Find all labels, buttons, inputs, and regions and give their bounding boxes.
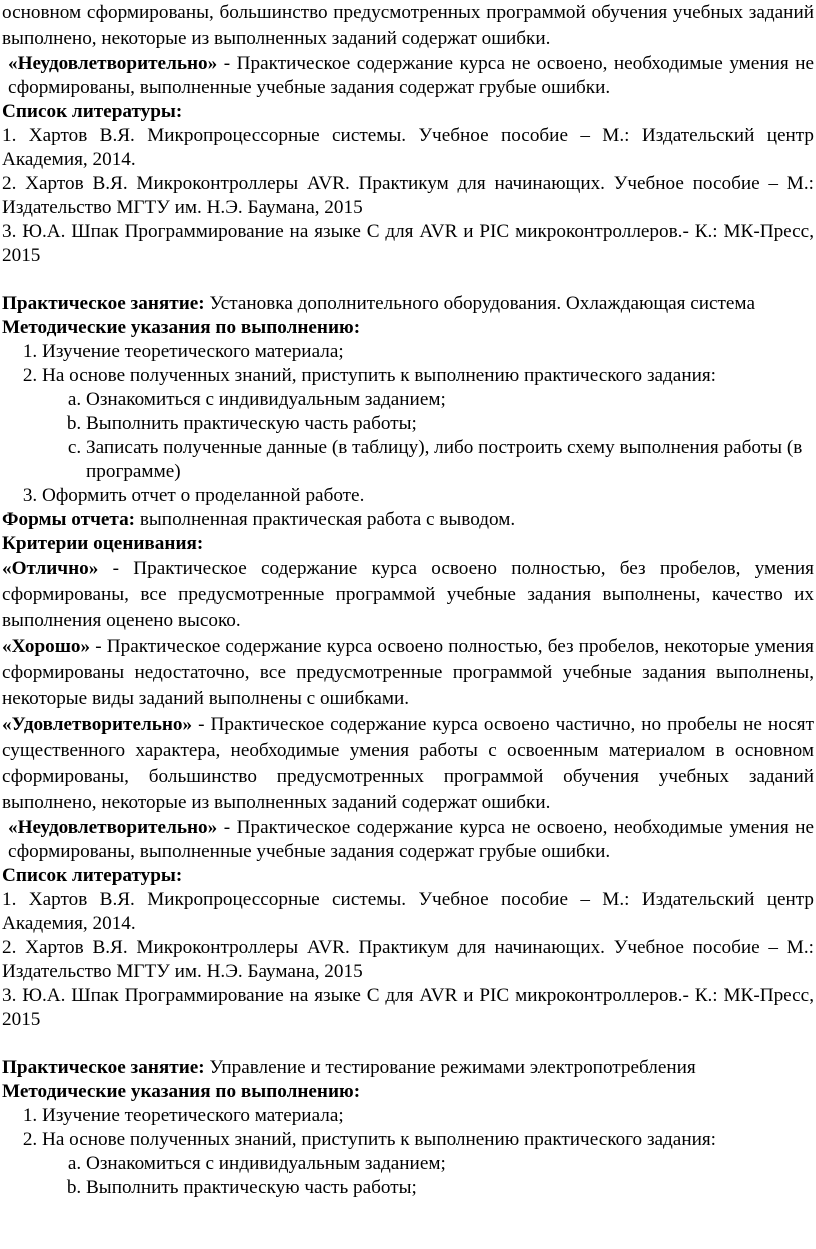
list-item: b. Выполнить практическую часть работы; <box>86 1176 814 1200</box>
list-item: c. Записать полученные данные (в таблицу), либо построить схему выполнения работы (в программе) <box>86 436 814 484</box>
criterion-good <box>2 634 814 712</box>
lesson-label: Практическое занятие: <box>2 293 205 314</box>
method-heading: Методические указания по выполнению: <box>2 1081 361 1102</box>
list-item: 1. Изучение теоретического материала; <box>42 1104 814 1128</box>
method-heading: Методические указания по выполнению: <box>2 317 361 338</box>
criterion-term: «Неудовлетворительно» <box>8 53 218 74</box>
practical-lesson-title <box>2 1056 814 1080</box>
substeps-list <box>42 388 814 484</box>
criterion-satisfactory <box>2 712 814 816</box>
list-item: 1. Изучение теоретического материала; <box>42 340 814 364</box>
lesson-topic: Установка дополнительного оборудования. Охлаждающая система <box>204 293 755 314</box>
report-label: Формы отчета: <box>2 509 136 530</box>
criterion-text: - Практическое содержание курса освоено полностью, без пробелов, умения сформированы, все предусмотренные программой учебные задания выполнены, качество их выполнения оценено высоко. <box>2 558 814 631</box>
literature-item: 2. Хартов В.Я. Микроконтроллеры AVR. Практикум для начинающих. Учебное пособие – М.: Издательство МГТУ им. Н.Э. Баумана, 2015 <box>2 173 814 218</box>
list-item: 3. Оформить отчет о проделанной работе. <box>42 484 814 508</box>
literature-heading: Список литературы: <box>2 101 183 122</box>
criterion-text: - Практическое содержание курса не освоено, необходимые умения не сформированы, выполненные учебные задания содержат грубые ошибки. <box>8 817 814 862</box>
criterion-term: «Отлично» <box>2 558 99 579</box>
steps-list <box>2 1104 814 1200</box>
criterion-text: - Практическое содержание курса освоено частично, но пробелы не носят существенного характера, необходимые умения работы с освоенным материалом в основном сформированы, большинство предусмотренных программой обучения учебных заданий выполнено, некоторые из выполненных заданий содержат ошибки. <box>2 714 814 813</box>
unsatisfactory-criterion <box>2 816 814 864</box>
criterion-excellent <box>2 556 814 634</box>
list-item: 2. На основе полученных знаний, приступить к выполнению практического задания: a. Ознакомиться с индивидуальным заданием; b. Выполнить практическую часть работы; <box>42 1128 814 1200</box>
lesson-topic: Управление и тестирование режимами электропотребления <box>204 1057 696 1078</box>
criterion-text: - Практическое содержание курса не освоено, необходимые умения не сформированы, выполненные учебные задания содержат грубые ошибки. <box>8 53 814 98</box>
list-item: a. Ознакомиться с индивидуальным заданием; <box>86 388 814 412</box>
unsatisfactory-criterion <box>2 52 814 100</box>
steps-list <box>2 340 814 508</box>
report-form <box>2 508 814 532</box>
list-item: 2. На основе полученных знаний, приступить к выполнению практического задания: a. Ознакомиться с индивидуальным заданием; b. Выполнить практическую часть работы; c. Записать полученные данные (в таблицу), либо построить схему выполнения работы (в программе) <box>42 364 814 484</box>
list-item: b. Выполнить практическую часть работы; <box>86 412 814 436</box>
literature-heading: Список литературы: <box>2 865 183 886</box>
criterion-term: «Неудовлетворительно» <box>8 817 218 838</box>
literature-item: 1. Хартов В.Я. Микропроцессорные системы. Учебное пособие – М.: Издательский центр Академия, 2014. <box>2 125 814 170</box>
practical-lesson-title <box>2 292 814 316</box>
literature-item: 3. Ю.А. Шпак Программирование на языке С для AVR и PIC микроконтроллеров.- К.: МК-Пресс, 2015 <box>2 221 814 266</box>
lesson-label: Практическое занятие: <box>2 1057 205 1078</box>
criteria-block <box>2 556 814 816</box>
substeps-list <box>42 1152 814 1200</box>
criterion-text: - Практическое содержание курса освоено полностью, без пробелов, некоторые умения сформированы недостаточно, все предусмотренные программой учебные задания выполнены, некоторые виды заданий выполнены с ошибками. <box>2 636 814 709</box>
continuation-paragraph: основном сформированы, большинство предусмотренных программой обучения учебных заданий выполнено, некоторые из выполненных заданий содержат ошибки. <box>2 2 814 49</box>
literature-item: 3. Ю.А. Шпак Программирование на языке С для AVR и PIC микроконтроллеров.- К.: МК-Пресс, 2015 <box>2 985 814 1030</box>
literature-item: 1. Хартов В.Я. Микропроцессорные системы. Учебное пособие – М.: Издательский центр Академия, 2014. <box>2 889 814 934</box>
literature-item: 2. Хартов В.Я. Микроконтроллеры AVR. Практикум для начинающих. Учебное пособие – М.: Издательство МГТУ им. Н.Э. Баумана, 2015 <box>2 937 814 982</box>
list-item: a. Ознакомиться с индивидуальным заданием; <box>86 1152 814 1176</box>
criterion-term: «Удовлетворительно» <box>2 714 193 735</box>
criteria-heading: Критерии оценивания: <box>2 533 204 554</box>
criterion-term: «Хорошо» <box>2 636 91 657</box>
report-text: выполненная практическая работа с выводом. <box>135 509 516 530</box>
